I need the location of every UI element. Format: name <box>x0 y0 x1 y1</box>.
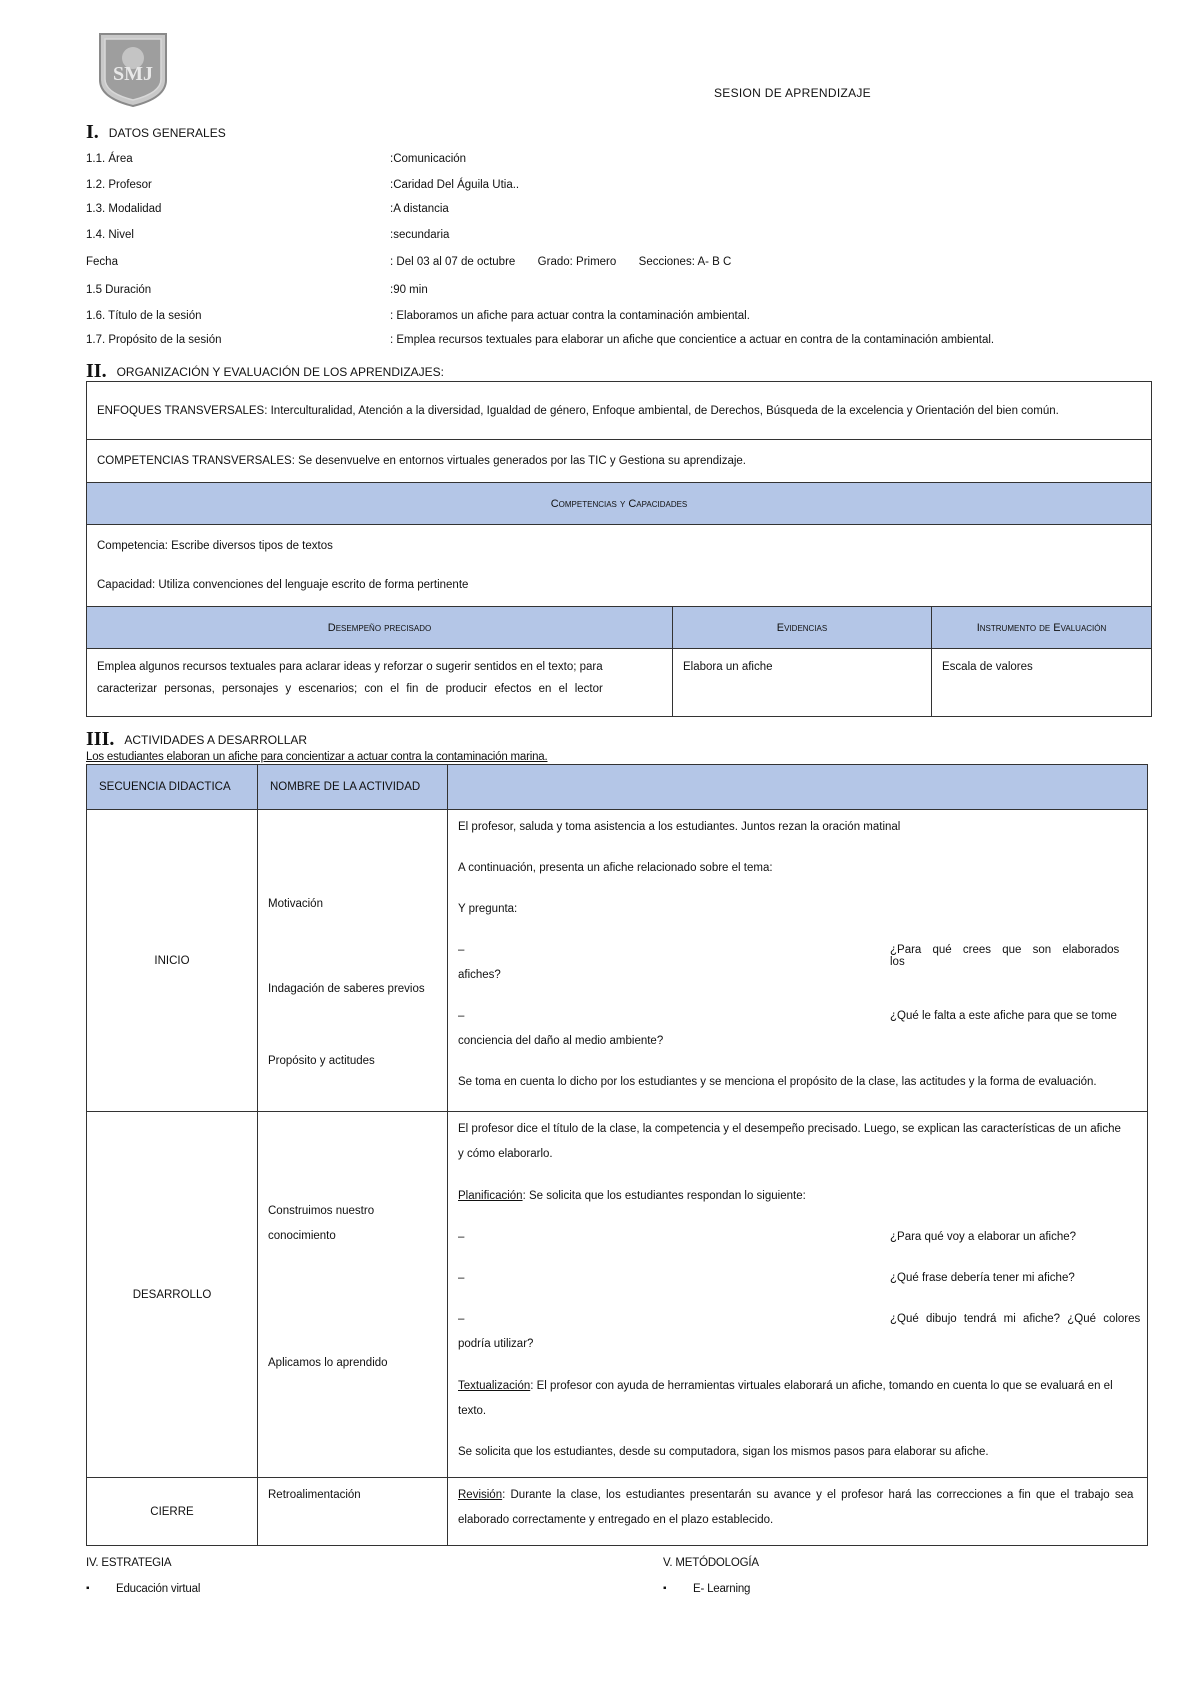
instrumento-header: Instrumento de Evaluación <box>932 607 1152 649</box>
cierre-label: CIERRE <box>87 1478 258 1546</box>
desarrollo-q2: ¿Qué frase debería tener mi afiche? <box>890 1272 1075 1284</box>
evidencia-cell: Elabora un afiche <box>673 649 932 717</box>
datos-row-fecha <box>86 256 732 268</box>
desarrollo-actividades <box>258 1112 448 1478</box>
datos-row-titulo <box>86 310 750 322</box>
desarrollo-descripcion <box>448 1112 1148 1478</box>
row-value: :Comunicación <box>390 153 467 165</box>
textualizacion-text: : El profesor con ayuda de herramientas virtuales elaborará un afiche, tomando en cuenta lo que se evaluará en el <box>530 1380 1113 1392</box>
row-value: :secundaria <box>390 229 450 241</box>
row-value: :A distancia <box>390 203 449 215</box>
competencias-capacidades-header: Competencias y Capacidades <box>87 483 1152 525</box>
desarrollo-p1a: El profesor dice el título de la clase, la competencia y el desempeño precisado. Luego, se explican las características de un afiche <box>458 1123 1121 1135</box>
inicio-q1a: ¿Para qué crees que son elaborados los <box>890 944 1120 968</box>
cierre-descripcion <box>448 1478 1148 1546</box>
competencia-capacidad-cell <box>87 525 1152 607</box>
desarrollo-q3b: podría utilizar? <box>458 1338 534 1350</box>
section3-heading <box>86 728 307 751</box>
planificacion-line <box>458 1190 806 1202</box>
section3-intro: Los estudiantes elaboran un afiche para concientizar a actuar contra la contaminación marina. <box>86 751 548 763</box>
section1-title: DATOS GENERALES <box>108 126 226 140</box>
inicio-descripcion <box>448 810 1148 1112</box>
organizacion-table <box>86 381 1152 717</box>
revision-text: : Durante la clase, los estudiantes presentarán su avance y el profesor hará las correcciones a fin que el trabajo sea <box>502 1489 1134 1501</box>
competencias-transversales: COMPETENCIAS TRANSVERSALES: Se desenvuelve en entornos virtuales generados por las TIC y Gestiona su aprendizaje. <box>87 440 1152 483</box>
revision-line <box>458 1489 1133 1501</box>
datos-row-modalidad <box>86 203 449 215</box>
capacidad-text: Capacidad: Utiliza convenciones del lenguaje escrito de forma pertinente <box>97 579 469 591</box>
row-label: 1.4. Nivel <box>86 229 134 241</box>
revision-label: Revisión <box>458 1489 503 1501</box>
row-label: 1.5 Duración <box>86 284 152 296</box>
inicio-q2b: conciencia del daño al medio ambiente? <box>458 1035 664 1047</box>
section3-title: ACTIVIDADES A DESARROLLAR <box>124 733 308 747</box>
row-value: : Elaboramos un afiche para actuar contra la contaminación ambiental. <box>390 310 750 322</box>
section2-title: ORGANIZACIÓN Y EVALUACIÓN DE LOS APRENDIZAJES: <box>116 365 444 379</box>
inicio-p2: A continuación, presenta un afiche relacionado sobre el tema: <box>458 862 773 874</box>
cierre-actividades <box>258 1478 448 1546</box>
row-value: : Del 03 al 07 de octubre Grado: Primero Secciones: A- B C <box>390 256 732 268</box>
section2-number: II. <box>86 360 107 382</box>
desempeno-line1: Emplea algunos recursos textuales para aclarar ideas y reforzar o sugerir sentidos en el texto; para <box>97 661 603 673</box>
row-label: 1.1. Área <box>86 153 133 165</box>
act-proposito: Propósito y actitudes <box>268 1055 375 1067</box>
row-label: 1.3. Modalidad <box>86 203 162 215</box>
row-value: :90 min <box>390 284 428 296</box>
inicio-p3: Y pregunta: <box>458 903 518 915</box>
desarrollo-p-last: Se solicita que los estudiantes, desde su computadora, sigan los mismos pasos para elaborar su afiche. <box>458 1446 989 1458</box>
desarrollo-label: DESARROLLO <box>87 1112 258 1478</box>
page-title: SESION DE APRENDIZAJE <box>713 86 871 100</box>
revision-text-b: elaborado correctamente y entregado en el plazo establecido. <box>458 1514 774 1526</box>
actividades-table <box>86 764 1148 1546</box>
act-aplicamos: Aplicamos lo aprendido <box>268 1357 388 1369</box>
inicio-p4: Se toma en cuenta lo dicho por los estudiantes y se menciona el propósito de la clase, las actitudes y la forma de evaluación. <box>458 1076 1097 1088</box>
act-saberes-previos: Indagación de saberes previos <box>268 983 425 995</box>
datos-row-area <box>86 153 467 165</box>
inicio-actividades <box>258 810 448 1112</box>
datos-row-duracion <box>86 284 428 296</box>
act-retroalimentacion: Retroalimentación <box>268 1489 361 1501</box>
inicio-label: INICIO <box>87 810 258 1112</box>
textualizacion-text-b: texto. <box>458 1405 487 1417</box>
dash-bullet: – <box>458 1010 465 1022</box>
metodologia-title: V. METÓDOLOGÍA <box>663 1557 759 1569</box>
row-label: 1.2. Profesor <box>86 179 152 191</box>
planificacion-text: : Se solicita que los estudiantes respondan lo siguiente: <box>522 1190 806 1202</box>
dash-bullet: – <box>458 944 465 956</box>
desarrollo-q3a: ¿Qué dibujo tendrá mi afiche? ¿Qué colores <box>890 1313 1141 1325</box>
inicio-q2a: ¿Qué le falta a este afiche para que se tome <box>890 1010 1117 1022</box>
act-motivacion: Motivación <box>268 898 323 910</box>
planificacion-label: Planificación <box>458 1190 523 1202</box>
enfoques-transversales: ENFOQUES TRANSVERSALES: Interculturalidad, Atención a la diversidad, Igualdad de género, Enfoque ambiental, de Derechos, Búsqueda de la excelencia y Orientación del bien común. <box>87 382 1152 440</box>
textualizacion-line <box>458 1380 1113 1392</box>
competencia-text: Competencia: Escribe diversos tipos de textos <box>97 540 333 552</box>
datos-row-nivel <box>86 229 450 241</box>
evidencias-header: Evidencias <box>673 607 932 649</box>
estrategia-item: ▪ Educación virtual <box>116 1583 200 1595</box>
desarrollo-q1: ¿Para qué voy a elaborar un afiche? <box>890 1231 1077 1243</box>
desempeno-line2: caracterizar personas, personajes y escenarios; con el fin de producir efectos en el lector <box>97 683 603 695</box>
secuencia-header: SECUENCIA DIDACTICA <box>87 765 258 810</box>
section3-number: III. <box>86 728 115 750</box>
section1-number: I. <box>86 121 99 143</box>
datos-row-profesor <box>86 179 520 191</box>
textualizacion-label: Textualización <box>458 1380 531 1392</box>
estrategia-title: IV. ESTRATEGIA <box>86 1557 172 1569</box>
row-label: Fecha <box>86 256 118 268</box>
act-construimos-b: conocimiento <box>268 1230 336 1242</box>
row-label: 1.6. Título de la sesión <box>86 310 202 322</box>
nombre-actividad-header: NOMBRE DE LA ACTIVIDAD <box>258 765 448 810</box>
metodologia-item: ▪ E- Learning <box>693 1583 750 1595</box>
inicio-q1b: afiches? <box>458 969 501 981</box>
section1-heading <box>86 121 226 144</box>
act-construimos-a: Construimos nuestro <box>268 1205 375 1217</box>
instrumento-cell: Escala de valores <box>932 649 1152 717</box>
inicio-p1: El profesor, saluda y toma asistencia a los estudiantes. Juntos rezan la oración matinal <box>458 821 901 833</box>
section2-heading <box>86 360 444 383</box>
dash-bullet: – <box>458 1272 465 1284</box>
desempeno-cell <box>87 649 673 717</box>
row-label: 1.7. Propósito de la sesión <box>86 334 222 346</box>
desempeno-header: Desempeño precisado <box>87 607 673 649</box>
logo-text: SMJ <box>113 63 153 85</box>
row-value: : Emplea recursos textuales para elaborar un afiche que concientice a actuar en contra de la contaminación ambiental. <box>390 334 995 346</box>
dash-bullet: – <box>458 1231 465 1243</box>
desarrollo-p1b: y cómo elaborarlo. <box>458 1148 553 1160</box>
dash-bullet: – <box>458 1313 465 1325</box>
descripcion-header <box>448 765 1148 810</box>
row-value: :Caridad Del Águila Utia.. <box>390 179 520 191</box>
datos-row-proposito <box>86 334 995 346</box>
